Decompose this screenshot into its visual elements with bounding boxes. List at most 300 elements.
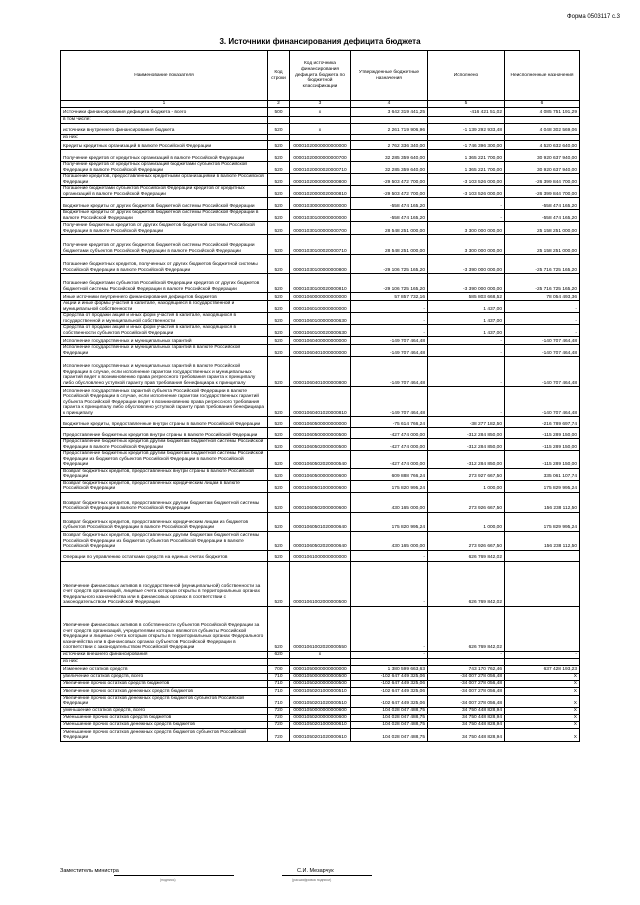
row-executed: -312 284 850,00 [428,428,505,439]
table-row [61,150,580,162]
row-approved: - [351,561,428,606]
table-row [61,123,580,134]
row-unexecuted [505,606,580,651]
row-approved: 2 261 719 906,96 [351,123,428,134]
row-name: Увеличение прочих остатков денежных средств бюджетов [61,687,268,695]
table-row [61,439,580,451]
row-unexecuted: -25 716 725 165,20 [505,255,580,274]
row-unexecuted: - [505,651,580,658]
row-executed: 273 926 667,50 [428,492,505,512]
row-approved: 609 888 766,24 [351,468,428,480]
row-executed: -34 007 278 056,48 [428,680,505,687]
table-row [61,451,580,469]
row-name: источники внутреннего финансирования бюджета [61,123,268,134]
signatory-name: С.И. Мезарчук [297,868,334,874]
table-row [61,162,580,174]
row-unexecuted: - [505,301,580,313]
row-line-code: 520 [268,274,290,293]
row-source-code: x [290,651,351,658]
row-line-code: 710 [268,687,290,695]
signature-caption: (подпись) [160,878,176,882]
row-name: Получение кредитов от кредитных организаций бюджетами субъектов Российской Федерации в валюте Российской Федерации [61,162,268,174]
row-line-code: 520 [268,141,290,150]
row-approved: -149 707 464,48 [351,357,428,387]
row-unexecuted: X [505,728,580,741]
row-source-code: 00001020000000000700 [290,150,351,162]
row-unexecuted: -115 289 150,00 [505,439,580,451]
row-source-code [290,658,351,665]
row-name: из них: [61,658,268,665]
table-row [61,235,580,255]
row-line-code: 720 [268,707,290,714]
name-line [282,875,372,876]
row-name: Бюджетные кредиты, предоставленные внутри страны в валюте Российской Федерации [61,417,268,428]
table-row [61,174,580,186]
row-name: источники внешнего финансирования [61,651,268,658]
row-approved: -102 647 449 325,06 [351,673,428,680]
row-source-code: 00001050000000000000 [290,665,351,673]
row-name: Исполнение государственных и муниципальных гарантий [61,337,268,345]
row-name: Предоставление бюджетных кредитов другим бюджетам бюджетной системы Российской Федерации из бюджетов субъектов Российской Федерации в валюте Российской Федерации [61,451,268,469]
row-approved: -149 707 464,48 [351,337,428,345]
row-source-code: 00001060000000000000 [290,293,351,301]
row-source-code: 00001060501020000640 [290,512,351,531]
row-executed: 1 437,00 [428,325,505,337]
row-line-code: 520 [268,198,290,210]
row-source-code: 00001050200000000500 [290,680,351,687]
header-source-code: Код источника финансирования дефицита бюджета по бюджетной классификации [290,51,351,101]
row-name: Бюджетные кредиты от других бюджетов бюджетной системы Российской Федерации [61,198,268,210]
row-line-code: 520 [268,550,290,561]
row-approved: -29 503 472 700,00 [351,174,428,186]
table-row [61,651,580,658]
row-unexecuted [505,550,580,561]
table-row [61,141,580,150]
row-approved: -102 647 449 325,06 [351,680,428,687]
row-source-code: 00001030100000000000 [290,210,351,222]
row-source-code: 00001060502020000540 [290,451,351,469]
row-line-code: 520 [268,255,290,274]
row-line-code: 520 [268,357,290,387]
row-unexecuted [505,658,580,665]
row-approved: -102 647 449 325,06 [351,687,428,695]
row-name: Погашение бюджетами субъектов Российской Федерации кредитов от кредитных организаций в валюте Российской Федерации [61,186,268,198]
table-row [61,210,580,222]
row-source-code: 00001020000020000710 [290,162,351,174]
row-unexecuted: 30 920 637 940,00 [505,150,580,162]
row-approved: 32 285 359 640,00 [351,150,428,162]
row-source-code: 00001061000000000000 [290,550,351,561]
row-unexecuted: -216 789 697,74 [505,417,580,428]
row-name: увеличение остатков средств, всего [61,673,268,680]
row-unexecuted [505,561,580,606]
row-line-code: 520 [268,606,290,651]
table-row [61,428,580,439]
row-name: Возврат бюджетных кредитов, предоставленных другим бюджетам бюджетной системы Российской Федерации из бюджетов субъектов Российской Федерации в валюте Российской Федерации [61,531,268,550]
row-approved: 28 548 251 000,00 [351,235,428,255]
col-number: 2 [268,101,290,108]
table-row [61,274,580,293]
header-unexecuted: Неисполненные назначения [505,51,580,101]
row-source-code: 00001060100000000630 [290,313,351,325]
row-approved: -427 474 000,00 [351,451,428,469]
table-row [61,337,580,345]
row-executed: - [428,357,505,387]
row-unexecuted: -26 399 844 700,00 [505,174,580,186]
row-line-code: 520 [268,222,290,235]
row-executed: -3 103 526 000,00 [428,174,505,186]
row-executed: 3 300 000 000,00 [428,222,505,235]
row-name: Бюджетные кредиты от других бюджетов бюджетной системы Российской Федерации в валюте Российской Федерации [61,210,268,222]
row-name: Возврат бюджетных кредитов, предоставленных другим бюджетам бюджетной системы Российской Федерации в валюте Российской Федерации [61,492,268,512]
row-line-code: 520 [268,337,290,345]
row-unexecuted: 25 158 251 000,00 [505,222,580,235]
row-source-code: 00001050201020000610 [290,728,351,741]
row-unexecuted: -558 474 165,20 [505,198,580,210]
row-line-code: 520 [268,123,290,134]
row-unexecuted: 30 920 637 940,00 [505,162,580,174]
row-approved: - [351,606,428,651]
row-line-code: 710 [268,673,290,680]
table-row [61,665,580,673]
row-source-code: 00001050201020000510 [290,695,351,707]
row-source-code: 00001060502020000640 [290,531,351,550]
row-executed: 1 000,00 [428,480,505,492]
table-row [61,687,580,695]
table-row [61,255,580,274]
row-unexecuted: 637 428 193,23 [505,665,580,673]
table-row [61,301,580,313]
header-approved: Утвержденные бюджетные назначения [351,51,428,101]
row-approved: -558 474 165,20 [351,198,428,210]
row-executed: -3 390 000 000,00 [428,255,505,274]
row-approved: - [351,325,428,337]
row-unexecuted: 4 048 302 569,06 [505,123,580,134]
row-approved: - [351,301,428,313]
col-number: 1 [61,101,268,108]
table-row [61,313,580,325]
row-source-code: 00001020000000000800 [290,174,351,186]
row-approved: 430 165 000,00 [351,492,428,512]
row-executed: 1 437,00 [428,313,505,325]
row-name: Погашение бюджетами субъектов Российской Федерации кредитов от других бюджетов бюджетной системы Российской Федерации в валюте Российской Федерации [61,274,268,293]
row-source-code: 00001050000000000500 [290,673,351,680]
row-unexecuted: 4 085 751 191,29 [505,108,580,117]
row-unexecuted: - [505,313,580,325]
table-row [61,707,580,714]
row-unexecuted: X [505,680,580,687]
row-source-code: 00001030100000000800 [290,255,351,274]
row-source-code: 00001060401000000800 [290,357,351,387]
row-executed: - [428,651,505,658]
row-source-code: 00001060500000000000 [290,417,351,428]
col-number: 3 [290,101,351,108]
row-approved: 32 285 359 640,00 [351,162,428,174]
row-unexecuted: X [505,673,580,680]
row-unexecuted: X [505,695,580,707]
section-title: 3. Источники финансирования дефицита бюджета [219,37,421,46]
row-line-code: 520 [268,480,290,492]
table-row [61,357,580,387]
row-approved: -427 474 000,00 [351,439,428,451]
row-approved: -29 106 725 165,20 [351,274,428,293]
row-line-code: 500 [268,108,290,117]
row-source-code: 00001060502000000500 [290,439,351,451]
row-name: Погашение кредитов, предоставленных кредитными организациями в валюте Российской Федерации [61,174,268,186]
table-row [61,492,580,512]
table-row [61,561,580,606]
row-name: Уменьшение прочих остатков денежных средств бюджетов субъектов Российской Федерации [61,728,268,741]
row-approved: 28 548 251 000,00 [351,222,428,235]
row-executed: -312 284 850,00 [428,439,505,451]
row-approved: -75 614 766,24 [351,417,428,428]
row-executed: -38 277 182,50 [428,417,505,428]
row-line-code: 520 [268,162,290,174]
row-source-code: 00001060100000000000 [290,301,351,313]
row-line-code: 520 [268,512,290,531]
row-approved: 104 028 047 488,75 [351,728,428,741]
row-line-code: 520 [268,531,290,550]
col-number: 4 [351,101,428,108]
row-approved: -29 503 472 700,00 [351,186,428,198]
row-approved: 430 165 000,00 [351,531,428,550]
table-row [61,468,580,480]
row-line-code: 520 [268,325,290,337]
row-source-code: 00001030100020000710 [290,235,351,255]
row-line-code: 620 [268,651,290,658]
table-row [61,721,580,728]
row-line-code: 520 [268,417,290,428]
row-executed: 273 927 667,50 [428,468,505,480]
row-name: Возврат бюджетных кредитов, предоставленных юридическим лицам из бюджетов субъектов Российской Федерации в валюте Российской Федерации [61,512,268,531]
row-executed: 626 769 842,02 [428,606,505,651]
row-approved: - [351,313,428,325]
row-name: Возврат бюджетных кредитов, предоставленных внутри страны в валюте Российской Федерации [61,468,268,480]
row-name: Увеличение финансовых активов в собственности субъектов Российской Федерации за счет средств организаций, учредителями которых являются субъекты Российской Федерации и лицевые счета которым открыты в территориальных органах Федерального казначейства или в финансовых органах субъектов Российской Федерации в соответствии с законодательством Российской Федерации [61,606,268,651]
table-row [61,531,580,550]
row-line-code: 520 [268,235,290,255]
row-executed: -1 746 396 300,00 [428,141,505,150]
row-executed: 1 365 221 700,00 [428,150,505,162]
row-line-code: 520 [268,174,290,186]
row-source-code: 00001030000000000000 [290,198,351,210]
row-name: Уменьшение прочих остатков средств бюджетов [61,714,268,721]
row-executed: - [428,198,505,210]
row-source-code: 00001060401000000000 [290,345,351,357]
row-unexecuted: -115 289 150,00 [505,451,580,469]
row-source-code: 00001020000020000810 [290,186,351,198]
row-executed: - [428,345,505,357]
row-approved: -29 106 725 165,20 [351,255,428,274]
row-source-code: 00001060500000000600 [290,468,351,480]
form-code: Форма 0503117 с.3 [567,14,620,20]
row-name: Получение кредитов от кредитных организаций в валюте Российской Федерации [61,150,268,162]
row-source-code: 00001050200000000600 [290,714,351,721]
row-source-code: 00001060501000000600 [290,480,351,492]
row-approved: -149 707 464,48 [351,345,428,357]
row-name: Исполнение государственных и муниципальных гарантий в валюте Российской Федерации в случае, если исполнение гарантом государственных и муниципальных гарантий ведет к возникновению права регрессного требования гаранта к принципалу либо обусловлено уступкой гаранту прав требования бенефициара к принципалу [61,357,268,387]
row-name: Предоставление бюджетных кредитов другим бюджетам бюджетной системы Российской Федерации в валюте Российской Федерации [61,439,268,451]
table-row [61,512,580,531]
row-executed: -416 421 51,02 [428,108,505,117]
row-name: Увеличение прочих остатков средств бюджетов [61,680,268,687]
table-row [61,222,580,235]
row-line-code: 520 [268,451,290,469]
row-source-code: 00001061002020000550 [290,606,351,651]
row-line-code: 520 [268,150,290,162]
row-executed: 1 000,00 [428,512,505,531]
row-unexecuted: X [505,721,580,728]
row-unexecuted: -25 716 725 165,20 [505,274,580,293]
col-number: 5 [428,101,505,108]
table-row [61,387,580,417]
row-executed: -3 390 000 000,00 [428,274,505,293]
row-executed: -312 284 850,00 [428,451,505,469]
row-executed: 743 170 762,46 [428,665,505,673]
row-unexecuted: -140 707 464,48 [505,345,580,357]
row-executed: 585 803 668,52 [428,293,505,301]
row-line-code: 710 [268,695,290,707]
row-unexecuted: -140 707 464,48 [505,337,580,345]
row-line-code: 520 [268,301,290,313]
row-executed: -34 007 278 056,48 [428,695,505,707]
table-row [61,186,580,198]
row-unexecuted: X [505,687,580,695]
row-executed: 1 437,00 [428,301,505,313]
row-source-code: 00001030100000000700 [290,222,351,235]
row-unexecuted: 4 520 632 640,00 [505,141,580,150]
row-executed: -34 007 278 056,48 [428,687,505,695]
row-approved: - [351,651,428,658]
row-line-code: 710 [268,680,290,687]
row-executed: 1 365 221 700,00 [428,162,505,174]
row-source-code: x [290,123,351,134]
row-name: Предоставление бюджетных кредитов внутри страны в валюте Российской Федерации [61,428,268,439]
row-unexecuted: 156 238 112,50 [505,492,580,512]
row-source-code: 00001050201000000610 [290,721,351,728]
row-name: Кредиты кредитных организаций в валюте Российской Федерации [61,141,268,150]
row-executed: -3 103 526 000,00 [428,186,505,198]
row-executed: 34 750 448 828,94 [428,707,505,714]
table-row [61,480,580,492]
row-name: Получение бюджетных кредитов от других бюджетов бюджетной системы Российской Федерации в валюте Российской Федерации [61,222,268,235]
row-approved: 3 642 319 441,25 [351,108,428,117]
row-name: Средства от продажи акций и иных форм участия в капитале, находящихся в собственности субъектов Российской Федерации [61,325,268,337]
table-row [61,606,580,651]
row-executed: 3 300 000 000,00 [428,235,505,255]
row-source-code: 00001050201000000510 [290,687,351,695]
header-row [61,51,580,101]
row-line-code: 520 [268,345,290,357]
row-line-code [268,658,290,665]
table-body [61,108,580,742]
sources-table [60,50,580,742]
row-name: Увеличение финансовых активов в государственной (муниципальной) собственности за счет средств организаций, лицевые счета которым открыты в территориальных органах Федерального казначейства или в финансовых органах в соответствии с законодательством Российской Федерации [61,561,268,606]
row-name: уменьшение остатков средств, всего [61,707,268,714]
table-row [61,345,580,357]
row-line-code: 520 [268,439,290,451]
row-source-code: 00001050000000000600 [290,707,351,714]
row-unexecuted: 78 054 493,36 [505,293,580,301]
row-approved: 104 028 047 488,75 [351,707,428,714]
row-name: Погашение бюджетных кредитов, полученных от других бюджетов бюджетной системы Российской Федерации в валюте Российской Федерации [61,255,268,274]
row-executed: - [428,337,505,345]
table-row [61,550,580,561]
row-name: Изменение остатков средств [61,665,268,673]
row-approved: - [351,550,428,561]
row-line-code: 520 [268,210,290,222]
row-approved: -558 474 165,20 [351,210,428,222]
table-row [61,695,580,707]
row-unexecuted: 175 829 995,24 [505,512,580,531]
row-executed: 626 769 842,02 [428,561,505,606]
row-executed: 626 769 842,02 [428,550,505,561]
row-name: Иные источники внутреннего финансирования дефицитов бюджетов [61,293,268,301]
row-executed: -34 007 278 056,48 [428,673,505,680]
row-line-code: 720 [268,714,290,721]
row-executed: 34 750 448 828,94 [428,721,505,728]
row-source-code: 00001030100020000810 [290,274,351,293]
table-row [61,680,580,687]
row-source-code: 00001060100020000630 [290,325,351,337]
row-source-code: x [290,108,351,117]
row-name: Получение кредитов от других бюджетов бюджетной системы Российской Федерации бюджетами субъектов Российской Федерации в валюте Российской Федерации [61,235,268,255]
row-name: Средства от продажи акций и иных форм участия в капитале, находящихся в государственной и муниципальной собственности [61,313,268,325]
row-approved: 57 857 732,16 [351,293,428,301]
row-source-code: 00001020000000000000 [290,141,351,150]
row-unexecuted: - [505,325,580,337]
row-name: Операции по управлению остатками средств на единых счетах бюджетов [61,550,268,561]
row-source-code: 00001060500000000500 [290,428,351,439]
row-name: Исполнение государственных и муниципальных гарантий в валюте Российской Федерации [61,345,268,357]
row-name: Акции и иные формы участия в капитале, находящиеся в государственной и муниципальной собственности [61,301,268,313]
table-row [61,417,580,428]
row-approved: -149 707 464,48 [351,387,428,417]
row-source-code: 00001060400000000000 [290,337,351,345]
row-executed [428,658,505,665]
row-line-code: 520 [268,293,290,301]
header-executed: Исполнено [428,51,505,101]
row-approved: 175 820 995,24 [351,480,428,492]
row-line-code: 520 [268,428,290,439]
row-unexecuted: -558 474 165,20 [505,210,580,222]
row-unexecuted: X [505,707,580,714]
row-source-code: 00001060502000000600 [290,492,351,512]
row-executed: 34 750 448 828,94 [428,714,505,721]
table-row [61,198,580,210]
name-caption: (расшифровка подписи) [292,878,332,882]
row-line-code: 520 [268,561,290,606]
column-number-row [61,101,580,108]
row-approved: 175 820 995,24 [351,512,428,531]
table-row [61,658,580,665]
row-executed: -1 139 292 933,48 [428,123,505,134]
row-unexecuted: -140 707 464,48 [505,387,580,417]
row-line-code: 700 [268,665,290,673]
row-executed: - [428,210,505,222]
row-approved: 104 028 047 488,75 [351,721,428,728]
row-name: Возврат бюджетных кредитов, предоставленных юридическим лицам в валюте Российской Федерации [61,480,268,492]
row-name: Увеличение прочих остатков денежных средств бюджетов субъектов Российской Федерации [61,695,268,707]
row-approved: -427 474 000,00 [351,428,428,439]
row-unexecuted: 25 158 251 000,00 [505,235,580,255]
row-source-code: 00001060401020000810 [290,387,351,417]
row-line-code: 520 [268,468,290,480]
col-number: 6 [505,101,580,108]
table-row [61,673,580,680]
row-approved: -102 647 449 325,06 [351,695,428,707]
row-line-code: 720 [268,728,290,741]
